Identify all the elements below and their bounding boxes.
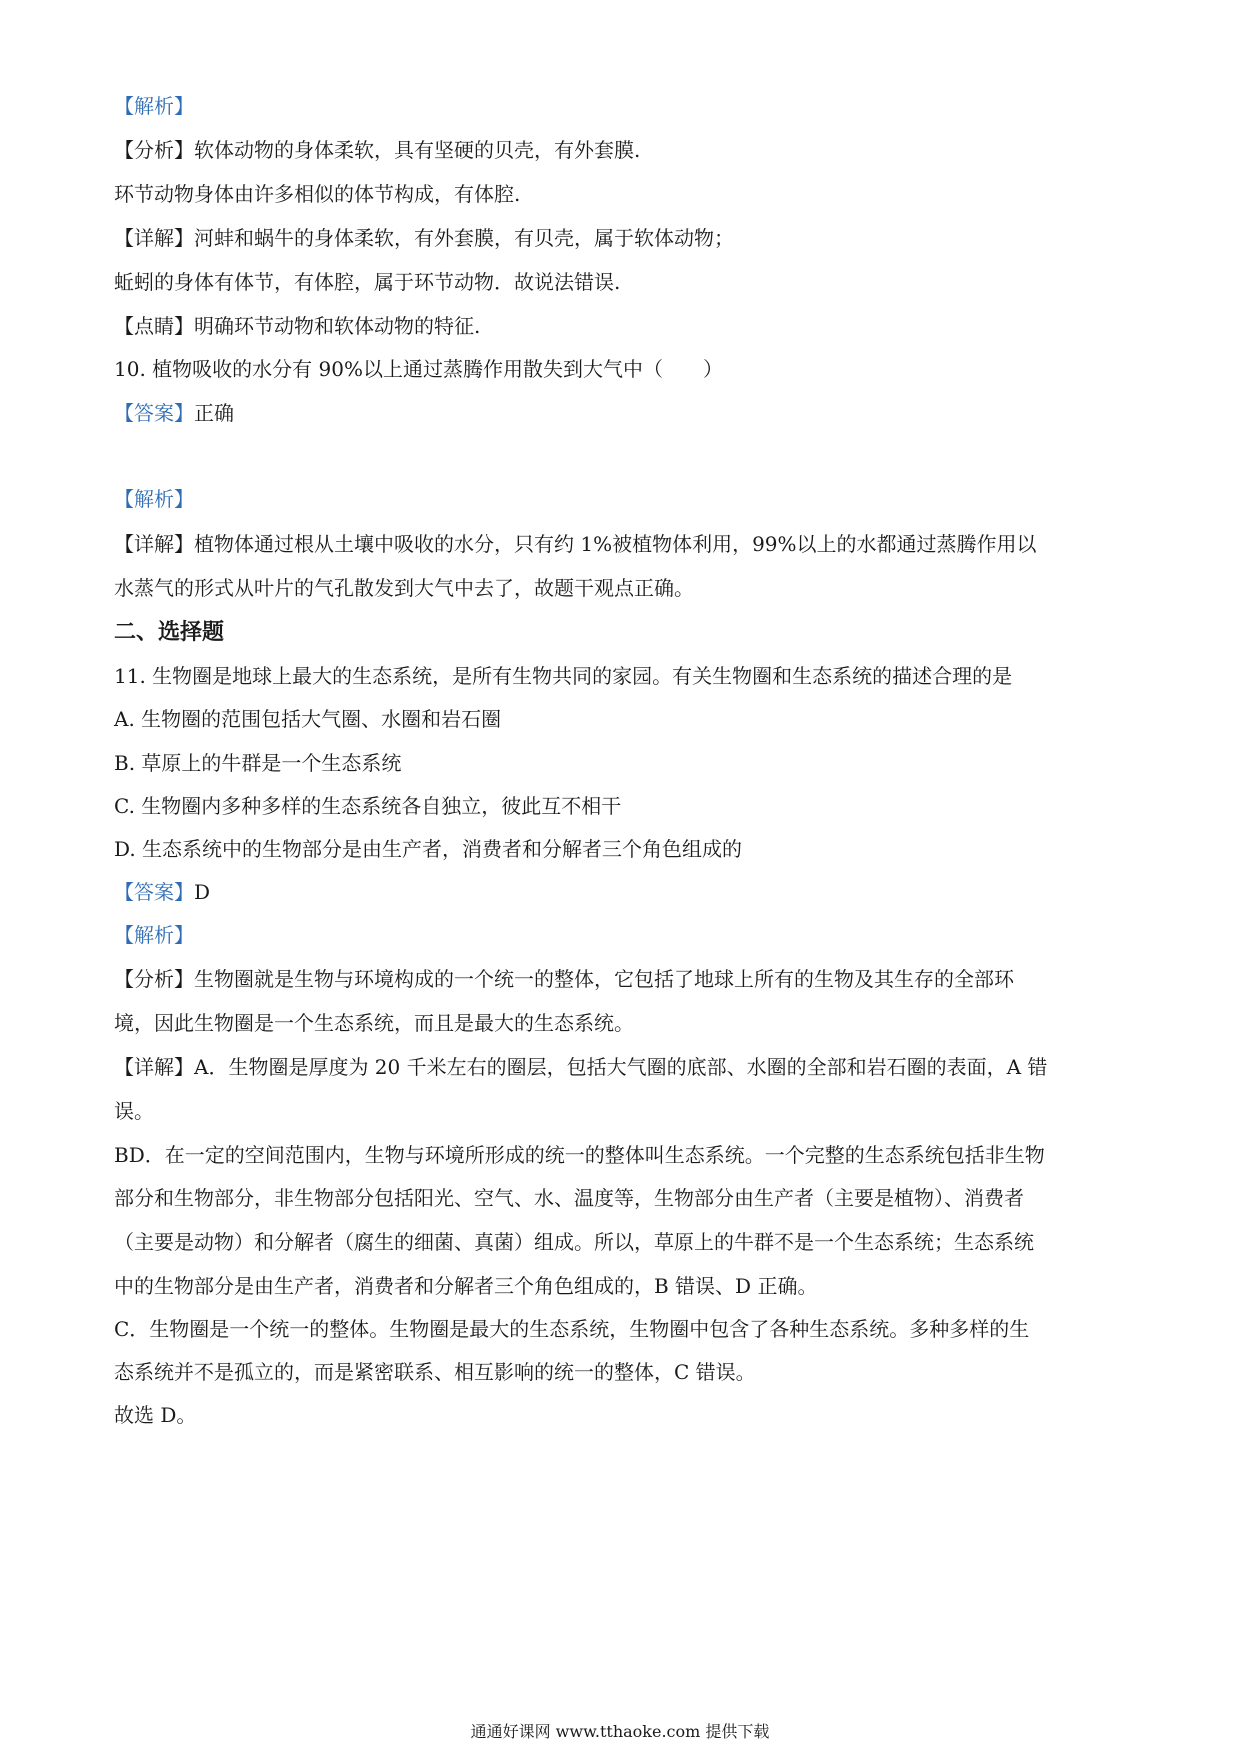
paragraph: 【分析】生物圈就是生物与环境构成的一个统一的整体，它包括了地球上所有的生物及其生存的全部环: [114, 967, 1014, 991]
paragraph: BD．在一定的空间范围内，生物与环境所形成的统一的整体叫生态系统。一个完整的生态系统包括非生物: [114, 1143, 1045, 1167]
analysis-label: 【解析】: [114, 94, 194, 118]
question-10: 10. 植物吸收的水分有 90%以上通过蒸腾作用散失到大气中（ ）: [114, 357, 723, 381]
paragraph: 水蒸气的形式从叶片的气孔散发到大气中去了，故题干观点正确。: [114, 576, 694, 600]
paragraph: 境，因此生物圈是一个生态系统，而且是最大的生态系统。: [114, 1011, 634, 1035]
paragraph: 故选 D。: [114, 1403, 197, 1427]
paragraph: 部分和生物部分，非生物部分包括阳光、空气、水、温度等，生物部分由生产者（主要是植物）、消费者: [114, 1186, 1024, 1210]
paragraph: 中的生物部分是由生产者，消费者和分解者三个角色组成的，B 错误、D 正确。: [114, 1274, 818, 1298]
paragraph: 误。: [114, 1099, 154, 1123]
paragraph: 【分析】软体动物的身体柔软，具有坚硬的贝壳，有外套膜.: [114, 138, 641, 162]
paragraph: 蚯蚓的身体有体节，有体腔，属于环节动物．故说法错误.: [114, 270, 621, 294]
analysis-label: 【解析】: [114, 923, 194, 947]
option-b: B. 草原上的牛群是一个生态系统: [114, 751, 402, 775]
option-d: D. 生态系统中的生物部分是由生产者，消费者和分解者三个角色组成的: [114, 837, 743, 861]
paragraph: 【详解】植物体通过根从土壤中吸收的水分，只有约 1%被植物体利用，99%以上的水都通过蒸腾作用以: [114, 532, 1037, 556]
option-a: A. 生物圈的范围包括大气圈、水圈和岩石圈: [114, 707, 502, 731]
paragraph: （主要是动物）和分解者（腐生的细菌、真菌）组成。所以，草原上的牛群不是一个生态系统；生态系统: [114, 1230, 1034, 1254]
answer-line: [114, 878, 210, 906]
page-footer: 通通好课网 www.tthaoke.com 提供下载: [470, 1722, 770, 1741]
paragraph: 态系统并不是孤立的，而是紧密联系、相互影响的统一的整体，C 错误。: [114, 1360, 756, 1384]
paragraph: 【详解】A．生物圈是厚度为 20 千米左右的圈层，包括大气圈的底部、水圈的全部和岩石圈的表面，A 错: [114, 1055, 1048, 1079]
paragraph: 【点睛】明确环节动物和软体动物的特征.: [114, 314, 481, 338]
paragraph: C．生物圈是一个统一的整体。生物圈是最大的生态系统，生物圈中包含了各种生态系统。多种多样的生: [114, 1317, 1030, 1341]
analysis-label: 【解析】: [114, 487, 194, 511]
answer-line: [114, 399, 234, 427]
question-11: 11. 生物圈是地球上最大的生态系统，是所有生物共同的家园。有关生物圈和生态系统的描述合理的是: [114, 664, 1013, 688]
answer-value: D: [194, 880, 211, 904]
paragraph: 环节动物身体由许多相似的体节构成，有体腔.: [114, 182, 521, 206]
section-heading: 二、选择题: [114, 619, 225, 645]
option-c: C. 生物圈内多种多样的生态系统各自独立，彼此互不相干: [114, 794, 622, 818]
answer-value: 正确: [194, 401, 234, 425]
answer-label: 【答案】: [114, 880, 194, 904]
answer-label: 【答案】: [114, 401, 194, 425]
paragraph: 【详解】河蚌和蜗牛的身体柔软，有外套膜，有贝壳，属于软体动物；: [114, 226, 734, 250]
